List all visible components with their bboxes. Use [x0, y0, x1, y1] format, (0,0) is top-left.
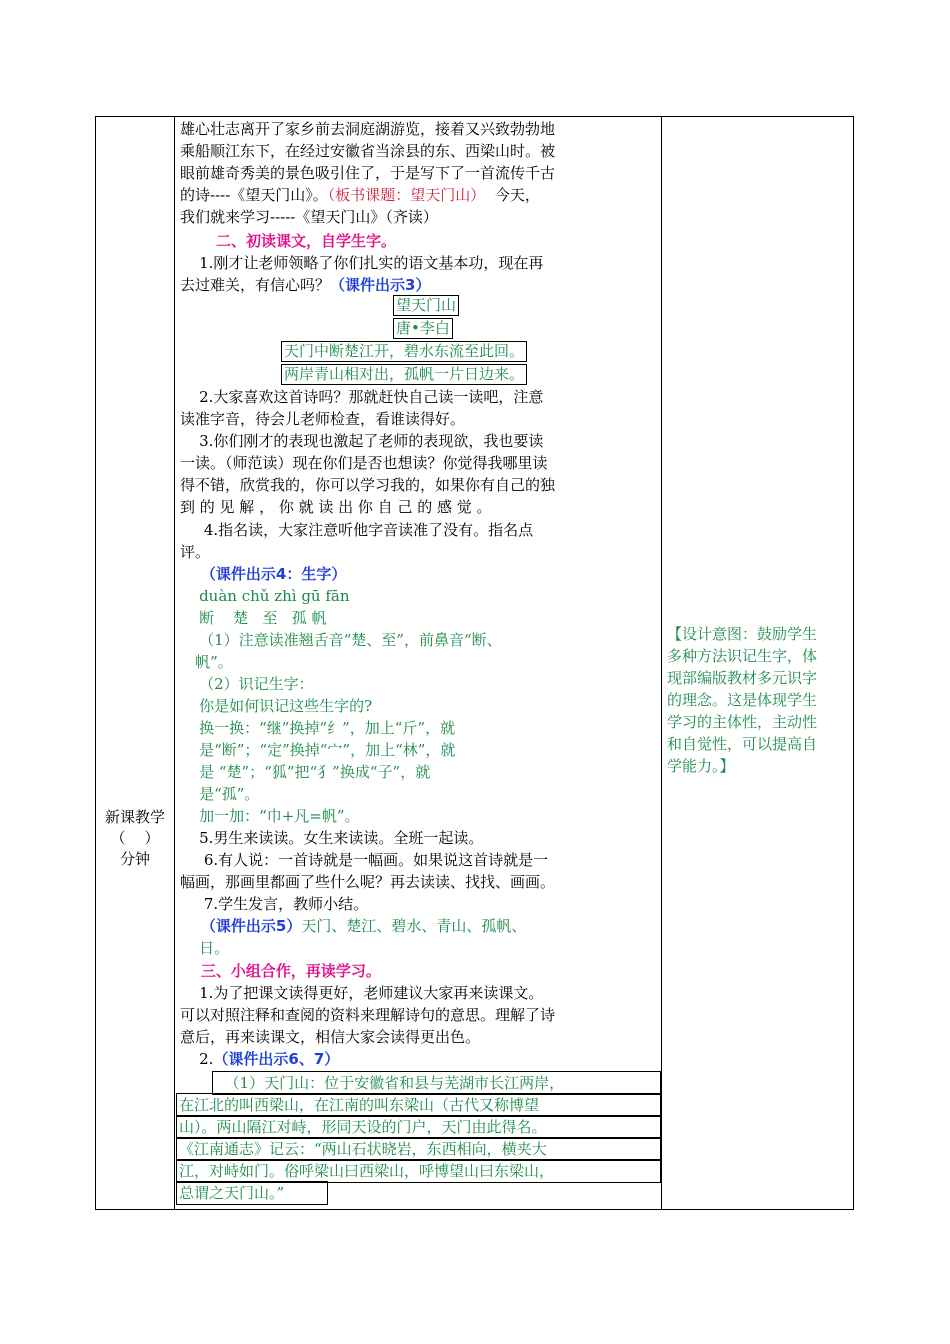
paragraph-line: 2.大家喜欢这首诗吗？那就赶快自己读一读吧，注意 [180, 388, 544, 406]
courseware-tag: （课件出示5） [180, 917, 302, 935]
stage-column [96, 117, 174, 1209]
annotation-line: （1）天门山：位于安徽省和县与芜湖市长江两岸， [212, 1071, 661, 1095]
note-line: 你是如何识记这些生字的? [180, 697, 373, 715]
courseware-tag: （课件出示4：生字） [180, 565, 347, 583]
intro-line: 乘船顺江东下，在经过安徽省当涂县的东、西梁山时。被 [180, 142, 556, 160]
stage-name: 新课教学 [104, 808, 165, 826]
paragraph-line: 到 的 见 解 ， 你 就 读 出 你 自 己 的 感 觉 。 [180, 498, 492, 516]
paragraph-line: 幅画，那画里都画了些什么呢？再去读读、找找、画画。 [180, 873, 556, 891]
new-characters-row: 断 楚 至 孤 帆 [180, 609, 327, 627]
stage-time-blank: （ ） [110, 829, 160, 847]
column-divider [661, 117, 662, 1209]
stage-unit: 分钟 [119, 850, 150, 868]
keywords-text: 天门、楚江、碧水、青山、孤帆、 [301, 917, 527, 935]
poem-line: 天门中断楚江开，碧水东流至此回。 [281, 341, 527, 362]
paragraph-line: 5.男生来读读。女生来读读。全班一起读。 [180, 829, 484, 847]
note-line: 加一加：“巾+凡=帆”。 [180, 807, 360, 825]
teaching-process-column [176, 117, 661, 1209]
note-line: 是“孤”。 [180, 785, 260, 803]
paragraph-line: 1.刚才让老师领略了你们扎实的语文基本功，现在再 [180, 254, 544, 272]
paragraph-text: 去过难关，有信心吗？ [180, 276, 331, 294]
intro-line [180, 185, 660, 206]
intro-line: 眼前雄奇秀美的景色吸引住了，于是写下了一首流传千古 [180, 164, 556, 182]
pinyin-row: duàn chǔ zhì gū fān [180, 587, 350, 605]
paragraph-number: 2. [180, 1050, 214, 1068]
note-line: （1）注意读准翘舌音“楚、至”，前鼻音“断、 [180, 631, 502, 649]
paragraph-line: 评。 [180, 543, 211, 561]
annotation-line: 江，对峙如门。俗呼梁山曰西梁山，呼博望山曰东梁山， [176, 1159, 661, 1183]
intro-line: 雄心壮志离开了家乡前去洞庭湖游览，接着又兴致勃勃地 [180, 120, 556, 138]
design-intent-column [663, 117, 853, 1209]
lesson-table [95, 116, 854, 1210]
paragraph-line [180, 1049, 660, 1070]
courseware-tag: （课件出示3） [330, 276, 431, 294]
paragraph-line: 6.有人说：一首诗就是一幅画。如果说这首诗就是一 [180, 851, 549, 869]
annotation-line: 《江南通志》记云：“两山石状晓岩，东西相向，横夹大 [176, 1137, 661, 1161]
note-line: 帆”。 [176, 653, 233, 671]
paragraph-line: 3.你们刚才的表现也激起了老师的表现欲，我也要读 [180, 432, 544, 450]
paragraph-line: 一读。（师范读）现在你们是否也想读？你觉得我哪里读 [180, 454, 548, 472]
courseware-tag: （课件出示6、7） [213, 1050, 340, 1068]
poem-line: 两岸青山相对出，孤帆一片日边来。 [281, 364, 527, 385]
stage-label [96, 807, 174, 870]
paragraph-line: 4.指名读，大家注意听他字音读准了没有。指名点 [180, 521, 534, 539]
column-divider [174, 117, 175, 1209]
poem-author: 唐•李白 [393, 318, 453, 339]
intro-text: 今天， [485, 186, 540, 204]
design-intent-note: 【设计意图：鼓励学生 多种方法识记生字，体 现部编版教材多元识字 的理念。这是体现学生 学习的主体性，主动性 和自觉性，可以提高自 学能力。】 [667, 625, 818, 775]
section-title: 三、小组合作，再读学习。 [180, 962, 381, 980]
poem-title: 望天门山 [393, 295, 459, 316]
annotation-line: 山）。两山隔江对峙，形同天设的门户，天门由此得名。 [176, 1115, 661, 1139]
note-line: 是“断”；“定”换掉“宀”，加上“林”，就 [180, 741, 456, 759]
paragraph-line: 7.学生发言，教师小结。 [180, 895, 369, 913]
paragraph-line: 可以对照注释和查阅的资料来理解诗句的意思。理解了诗 [180, 1006, 556, 1024]
courseware-line [180, 916, 660, 937]
intro-line: 我们就来学习-----《望天门山》（齐读） [180, 208, 438, 226]
annotation-line: 在江北的叫西梁山，在江南的叫东梁山（古代又称博望 [176, 1093, 661, 1117]
section-title: 二、初读课文，自学生字。 [216, 232, 397, 250]
paragraph-line: 1.为了把课文读得更好，老师建议大家再来读课文。 [180, 984, 544, 1002]
paragraph-line: 意后，再来读课文，相信大家会读得更出色。 [180, 1028, 481, 1046]
note-line: （2）识记生字： [180, 675, 314, 693]
board-title-note: （板书课题：望天门山） [327, 186, 486, 204]
paragraph-line: 得不错，欣赏我的，你可以学习我的，如果你有自己的独 [180, 476, 556, 494]
paragraph-line: 读准字音，待会儿老师检查，看谁读得好。 [180, 410, 466, 428]
note-line: 是 “楚”；“狐”把“犭”换成“子”，就 [180, 763, 431, 781]
keywords-text: 日。 [180, 939, 230, 957]
note-line: 换一换：“继”换掉“纟”，加上“斤”，就 [180, 719, 456, 737]
intro-text: 的诗----《望天门山》。 [180, 186, 328, 204]
annotation-line: 总谓之天门山。” [176, 1181, 328, 1205]
paragraph-line [180, 275, 660, 296]
